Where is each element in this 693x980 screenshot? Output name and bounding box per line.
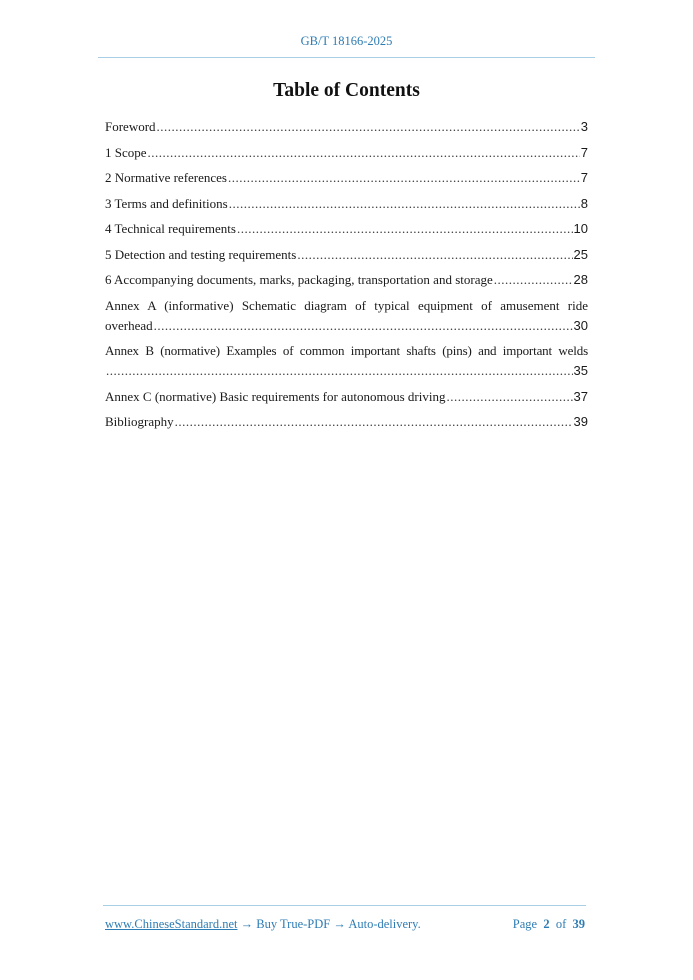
running-footer <box>105 917 585 932</box>
footer-promo <box>105 917 421 932</box>
toc-entry-page: 10 <box>573 221 588 236</box>
toc-entry-bibliography[interactable] <box>105 412 588 432</box>
toc-entry-annex-a[interactable] <box>105 296 588 336</box>
dot-leader <box>154 316 573 336</box>
dot-leader <box>237 219 573 239</box>
page-label: Page <box>512 917 538 931</box>
toc-entry-label: 6 Accompanying documents, marks, packaging, transportation and storage <box>105 272 493 287</box>
auto-delivery-text: Auto-delivery. <box>348 917 421 931</box>
toc-entry-label: Bibliography <box>105 414 174 429</box>
arrow-right-icon: → <box>237 917 257 931</box>
page-of-label: of <box>555 917 567 931</box>
dot-leader <box>148 143 580 163</box>
toc-entry-label: 1 Scope <box>105 144 147 160</box>
toc-entry-label-line2: overhead <box>105 317 153 333</box>
toc-entry-annex-b[interactable] <box>105 341 588 381</box>
dot-leader <box>175 412 573 432</box>
toc-entry-page: 7 <box>580 144 588 160</box>
running-header <box>0 34 693 49</box>
toc-entry-terms-definitions[interactable] <box>105 194 588 214</box>
toc-entry-page: 37 <box>573 388 588 404</box>
toc-entry-label: Annex C (normative) Basic requirements for autonomous driving <box>105 388 446 404</box>
dot-leader <box>157 117 580 137</box>
buy-true-pdf-text: Buy True-PDF <box>256 917 331 931</box>
toc-entry-foreword[interactable] <box>105 117 588 137</box>
website-link[interactable]: www.ChineseStandard.net <box>105 917 238 931</box>
footer-divider <box>103 905 586 906</box>
total-page-count: 39 <box>572 917 585 931</box>
toc-entry-accompanying-documents[interactable] <box>105 270 588 290</box>
toc-entry-label: Foreword <box>105 119 156 134</box>
toc-entry-page: 28 <box>573 272 588 287</box>
toc-entry-page: 35 <box>573 363 588 378</box>
toc-entry-page: 7 <box>580 170 588 185</box>
toc-entry-label-line1: Annex B (normative) Examples of common important shafts (pins) and important welds <box>105 343 588 358</box>
toc-entry-page: 30 <box>573 317 588 333</box>
dot-leader <box>229 194 580 214</box>
table-of-contents <box>105 117 588 438</box>
toc-entry-annex-c[interactable] <box>105 387 588 407</box>
toc-entry-label-line1: Annex A (informative) Schematic diagram of typical equipment of amusement ride <box>105 297 588 313</box>
header-divider <box>98 57 595 58</box>
toc-entry-page: 39 <box>573 414 588 429</box>
standard-code: GB/T 18166-2025 <box>300 34 393 48</box>
dot-leader <box>228 168 580 188</box>
page-indicator <box>513 917 585 932</box>
toc-entry-page: 8 <box>580 195 588 211</box>
toc-title: Table of Contents <box>273 80 420 101</box>
toc-entry-normative-references[interactable] <box>105 168 588 188</box>
dot-leader <box>494 270 573 290</box>
current-page-number: 2 <box>543 917 550 931</box>
dot-leader <box>297 245 572 265</box>
toc-entry-detection-testing[interactable] <box>105 245 588 265</box>
dot-leader <box>446 387 572 407</box>
toc-entry-label: 3 Terms and definitions <box>105 195 228 211</box>
arrow-right-icon: → <box>330 917 349 931</box>
toc-entry-label: 5 Detection and testing requirements <box>105 246 297 262</box>
toc-entry-label: 4 Technical requirements <box>105 221 236 236</box>
dot-leader <box>106 361 573 381</box>
toc-entry-scope[interactable] <box>105 143 588 163</box>
toc-entry-technical-requirements[interactable] <box>105 219 588 239</box>
toc-entry-page: 25 <box>573 246 588 262</box>
toc-entry-page: 3 <box>580 119 588 134</box>
toc-entry-label: 2 Normative references <box>105 170 227 185</box>
